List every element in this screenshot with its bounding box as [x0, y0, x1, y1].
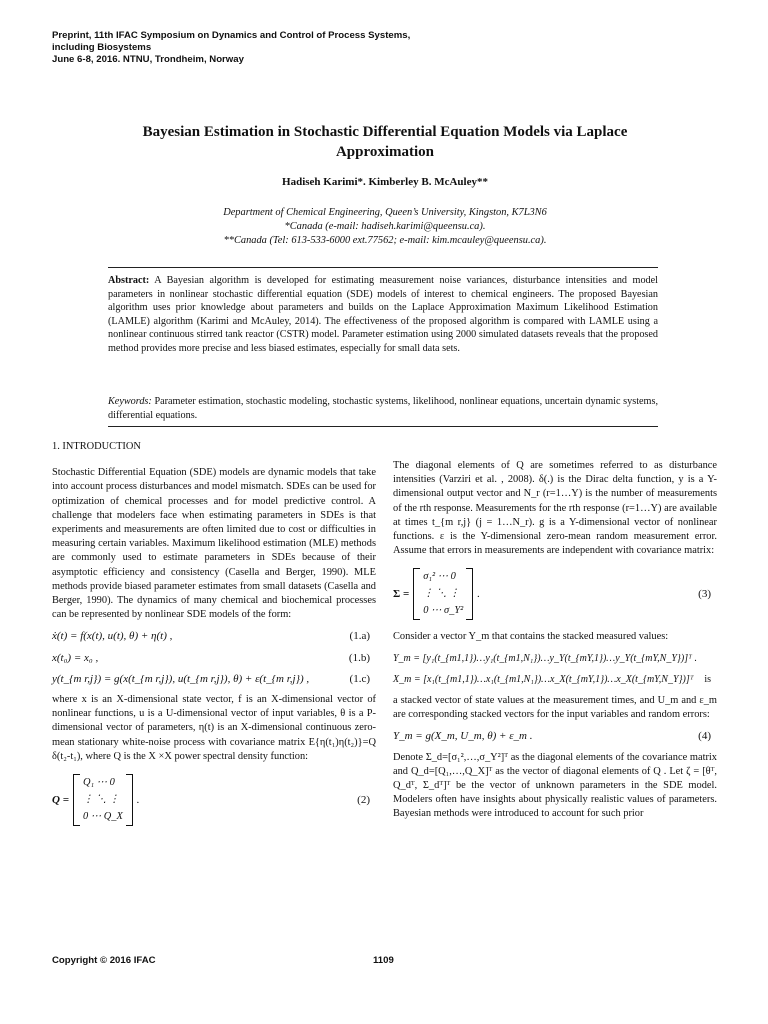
- equation-number: (1.a): [349, 630, 370, 643]
- left-bracket: [413, 568, 420, 620]
- authors: Hadiseh Karimi*. Kimberley B. McAuley**: [282, 176, 488, 188]
- equation-number: (1.c): [349, 672, 370, 685]
- paragraph: a stacked vector of state values at the measurement times, and U_m and ε_m are corresponding stacked vectors for the input variables and random errors:: [393, 695, 717, 721]
- equation-number: (2): [357, 793, 370, 806]
- copyright: Copyright © 2016 IFAC: [52, 955, 156, 966]
- equation-body: Y_m = g(X_m, U_m, θ) + ε_m .: [393, 730, 533, 743]
- page-number: 1109: [373, 955, 394, 966]
- paragraph: The diagonal elements of Q are sometimes referred to as disturbance intensities (Varziri et al. , 2008). δ(.) is the Dirac delta function, y is a Y-dimensional output vector and N_r (r=1…Y) is the number of measurements of the rth response. Measurements for the rth response (r=1…Y) are available at times t_{m r,j} (j = 1…N_r). g is a Y-dimensional vector of nonlinear functions. ε is the Y-dimensional zero-mean random measurement error. Assume that errors in measurements are independent with covariance matrix:: [393, 460, 717, 557]
- right-bracket: [126, 774, 133, 826]
- preprint-header: [52, 30, 410, 66]
- right-bracket: [466, 568, 473, 620]
- preprint-line: Preprint, 11th IFAC Symposium on Dynamics and Control of Process Systems,: [52, 30, 411, 41]
- matrix-rows: [80, 776, 126, 824]
- equation-body: y(t_{m r,j}) = g(x(t_{m r,j}), u(t_{m r,j}), θ) + ε(t_{m r,j}) ,: [52, 672, 310, 685]
- keywords-label: Keywords:: [108, 396, 152, 407]
- matrix-lhs: Σ =: [393, 588, 410, 601]
- abstract: [108, 274, 658, 356]
- preprint-line: including Biosystems: [52, 42, 152, 53]
- keywords-text: Parameter estimation, stochastic modeling, stochastic systems, likelihood, nonlinear equations, uncertain dynamic systems, differential equations.: [108, 396, 658, 421]
- paragraph: Denote Σ_d=[σ₁²,…,σ_Y²]ᵀ as the diagonal elements of the covariance matrix and Q_d=[Q₁,…,Q_X]ᵀ as the vector of diagonal elements of Q . Let ζ = [θᵀ, Q_dᵀ, Σ_dᵀ]ᵀ be the vector of unknown parameters in the SDE model. Modelers often have insights about physically realistic values of parameters. Bayesian methods were introduced to account for such prior: [393, 751, 717, 820]
- equation: [52, 651, 376, 665]
- section-heading: 1. INTRODUCTION: [52, 441, 141, 452]
- paper-title: [60, 122, 710, 162]
- equation-body: Y_m = [y₁(t_{m1,1})…y₁(t_{m1,N₁})…y_Y(t_{mY,1})…y_Y(t_{mY,N_Y})]ᵀ .: [393, 652, 697, 664]
- affiliation-line: **Canada (Tel: 613-533-6000 ext.77562; e-mail: kim.mcauley@queensu.ca).: [223, 235, 547, 247]
- matrix-row: ⋮ ⋱ ⋮: [423, 588, 460, 600]
- keywords: [108, 395, 658, 422]
- abstract-text: A Bayesian algorithm is developed for estimating measurement noise variances, disturbance intensities and model parameters in nonlinear stochastic differential equation (SDE) models of interest to chemical engineers. The proposed Bayesian algorithm uses prior knowledge about parameters and builds on the Laplace Approximation Maximum Likelihood Estimation (LAMLE) algorithm (Karimi and McAuley, 2014). The effectiveness of the proposed algorithm is compared with LAMLE using a nonlinear continuous stirred tank reactor (CSTR) model. Parameter estimation using 2000 simulated datasets reveals that the proposed method provides more precise and less biased estimates, especially for small data sets.: [108, 275, 659, 354]
- affiliation: [60, 206, 710, 249]
- equation-number: (1.b): [348, 651, 370, 664]
- equation-matrix: [393, 565, 717, 623]
- matrix: Σ = σ₁² ⋯ 0 ⋮ ⋱ ⋮ 0 ⋯ σ_Y² .: [393, 568, 480, 620]
- matrix-row: 0 ⋯ Q_X: [82, 810, 123, 822]
- matrix-row: 0 ⋯ σ_Y²: [423, 605, 464, 617]
- affiliation-line: *Canada (e-mail: hadiseh.karimi@queensu.ca).: [284, 221, 486, 233]
- matrix-lhs: Q =: [52, 793, 69, 806]
- matrix-rows: [420, 570, 466, 618]
- divider: [108, 426, 658, 427]
- equation: [393, 729, 717, 743]
- preprint-line: June 6-8, 2016. NTNU, Trondheim, Norway: [52, 54, 244, 65]
- equation-number: (3): [698, 588, 711, 601]
- divider: [108, 267, 658, 268]
- left-bracket: [73, 774, 80, 826]
- title-line: Approximation: [335, 144, 435, 160]
- matrix-row: Q₁ ⋯ 0: [82, 777, 115, 789]
- equation-matrix: [52, 771, 376, 829]
- equation: [393, 673, 717, 687]
- equation-body: x(t₀) = x₀ ,: [52, 651, 99, 664]
- equation-tail: is: [704, 673, 711, 685]
- matrix: Q = Q₁ ⋯ 0 ⋮ ⋱ ⋮ 0 ⋯ Q_X .: [52, 774, 140, 826]
- equation: [52, 629, 376, 643]
- affiliation-line: Department of Chemical Engineering, Queen’s University, Kingston, K7L3N6: [223, 207, 547, 218]
- equation-body: X_m = [x₁(t_{m1,1})…x₁(t_{m1,N₁})…x_X(t_{mY,1})…x_X(t_{mY,N_Y})]ᵀ: [393, 673, 694, 685]
- equation: [393, 652, 717, 666]
- title-line: Bayesian Estimation in Stochastic Differential Equation Models via Laplace: [142, 124, 628, 140]
- paragraph: where x is an X-dimensional state vector, f is an X-dimensional vector of nonlinear functions, u is a U-dimensional vector of input variables, θ is a P-dimensional vector of parameters, η(t) is an X-dimensional continuous zero-mean stationary white-noise process with covariance matrix E{η(t₁)η(t₂)}=Q δ(t₂-t₁), where Q is the X ×X power spectral density function:: [52, 694, 376, 762]
- paragraph: Stochastic Differential Equation (SDE) models are dynamic models that take into account process disturbances and model mismatch. SDEs can be used for optimization of chemical processes and for model predictive control. A challenge that modelers face when estimating parameters in SDEs is that experiments and measurements are often limited due to cost or difficulties in measuring certain variables. Maximum likelihood estimation (MLE) methods are commonly used to estimate parameters in SDEs because of their asymptotic efficiency and consistency (Casella and Berger, 1990). MLE methods provide biased parameter estimates from small datasets (Casella and Berger, 1990). The dynamics of many chemical and biochemical processes can be represented by nonlinear SDE models of the form:: [52, 467, 376, 621]
- left-column: [52, 440, 376, 836]
- equation-number: (4): [698, 730, 711, 743]
- right-column: [393, 459, 717, 828]
- equation-body: ẋ(t) = f(x(t), u(t), θ) + η(t) ,: [52, 630, 173, 643]
- abstract-label: Abstract:: [108, 275, 150, 286]
- equation: [52, 672, 376, 686]
- matrix-row: ⋮ ⋱ ⋮: [82, 793, 120, 805]
- matrix-row: σ₁² ⋯ 0: [423, 571, 456, 583]
- paragraph: Consider a vector Y_m that contains the stacked measured values:: [393, 631, 669, 643]
